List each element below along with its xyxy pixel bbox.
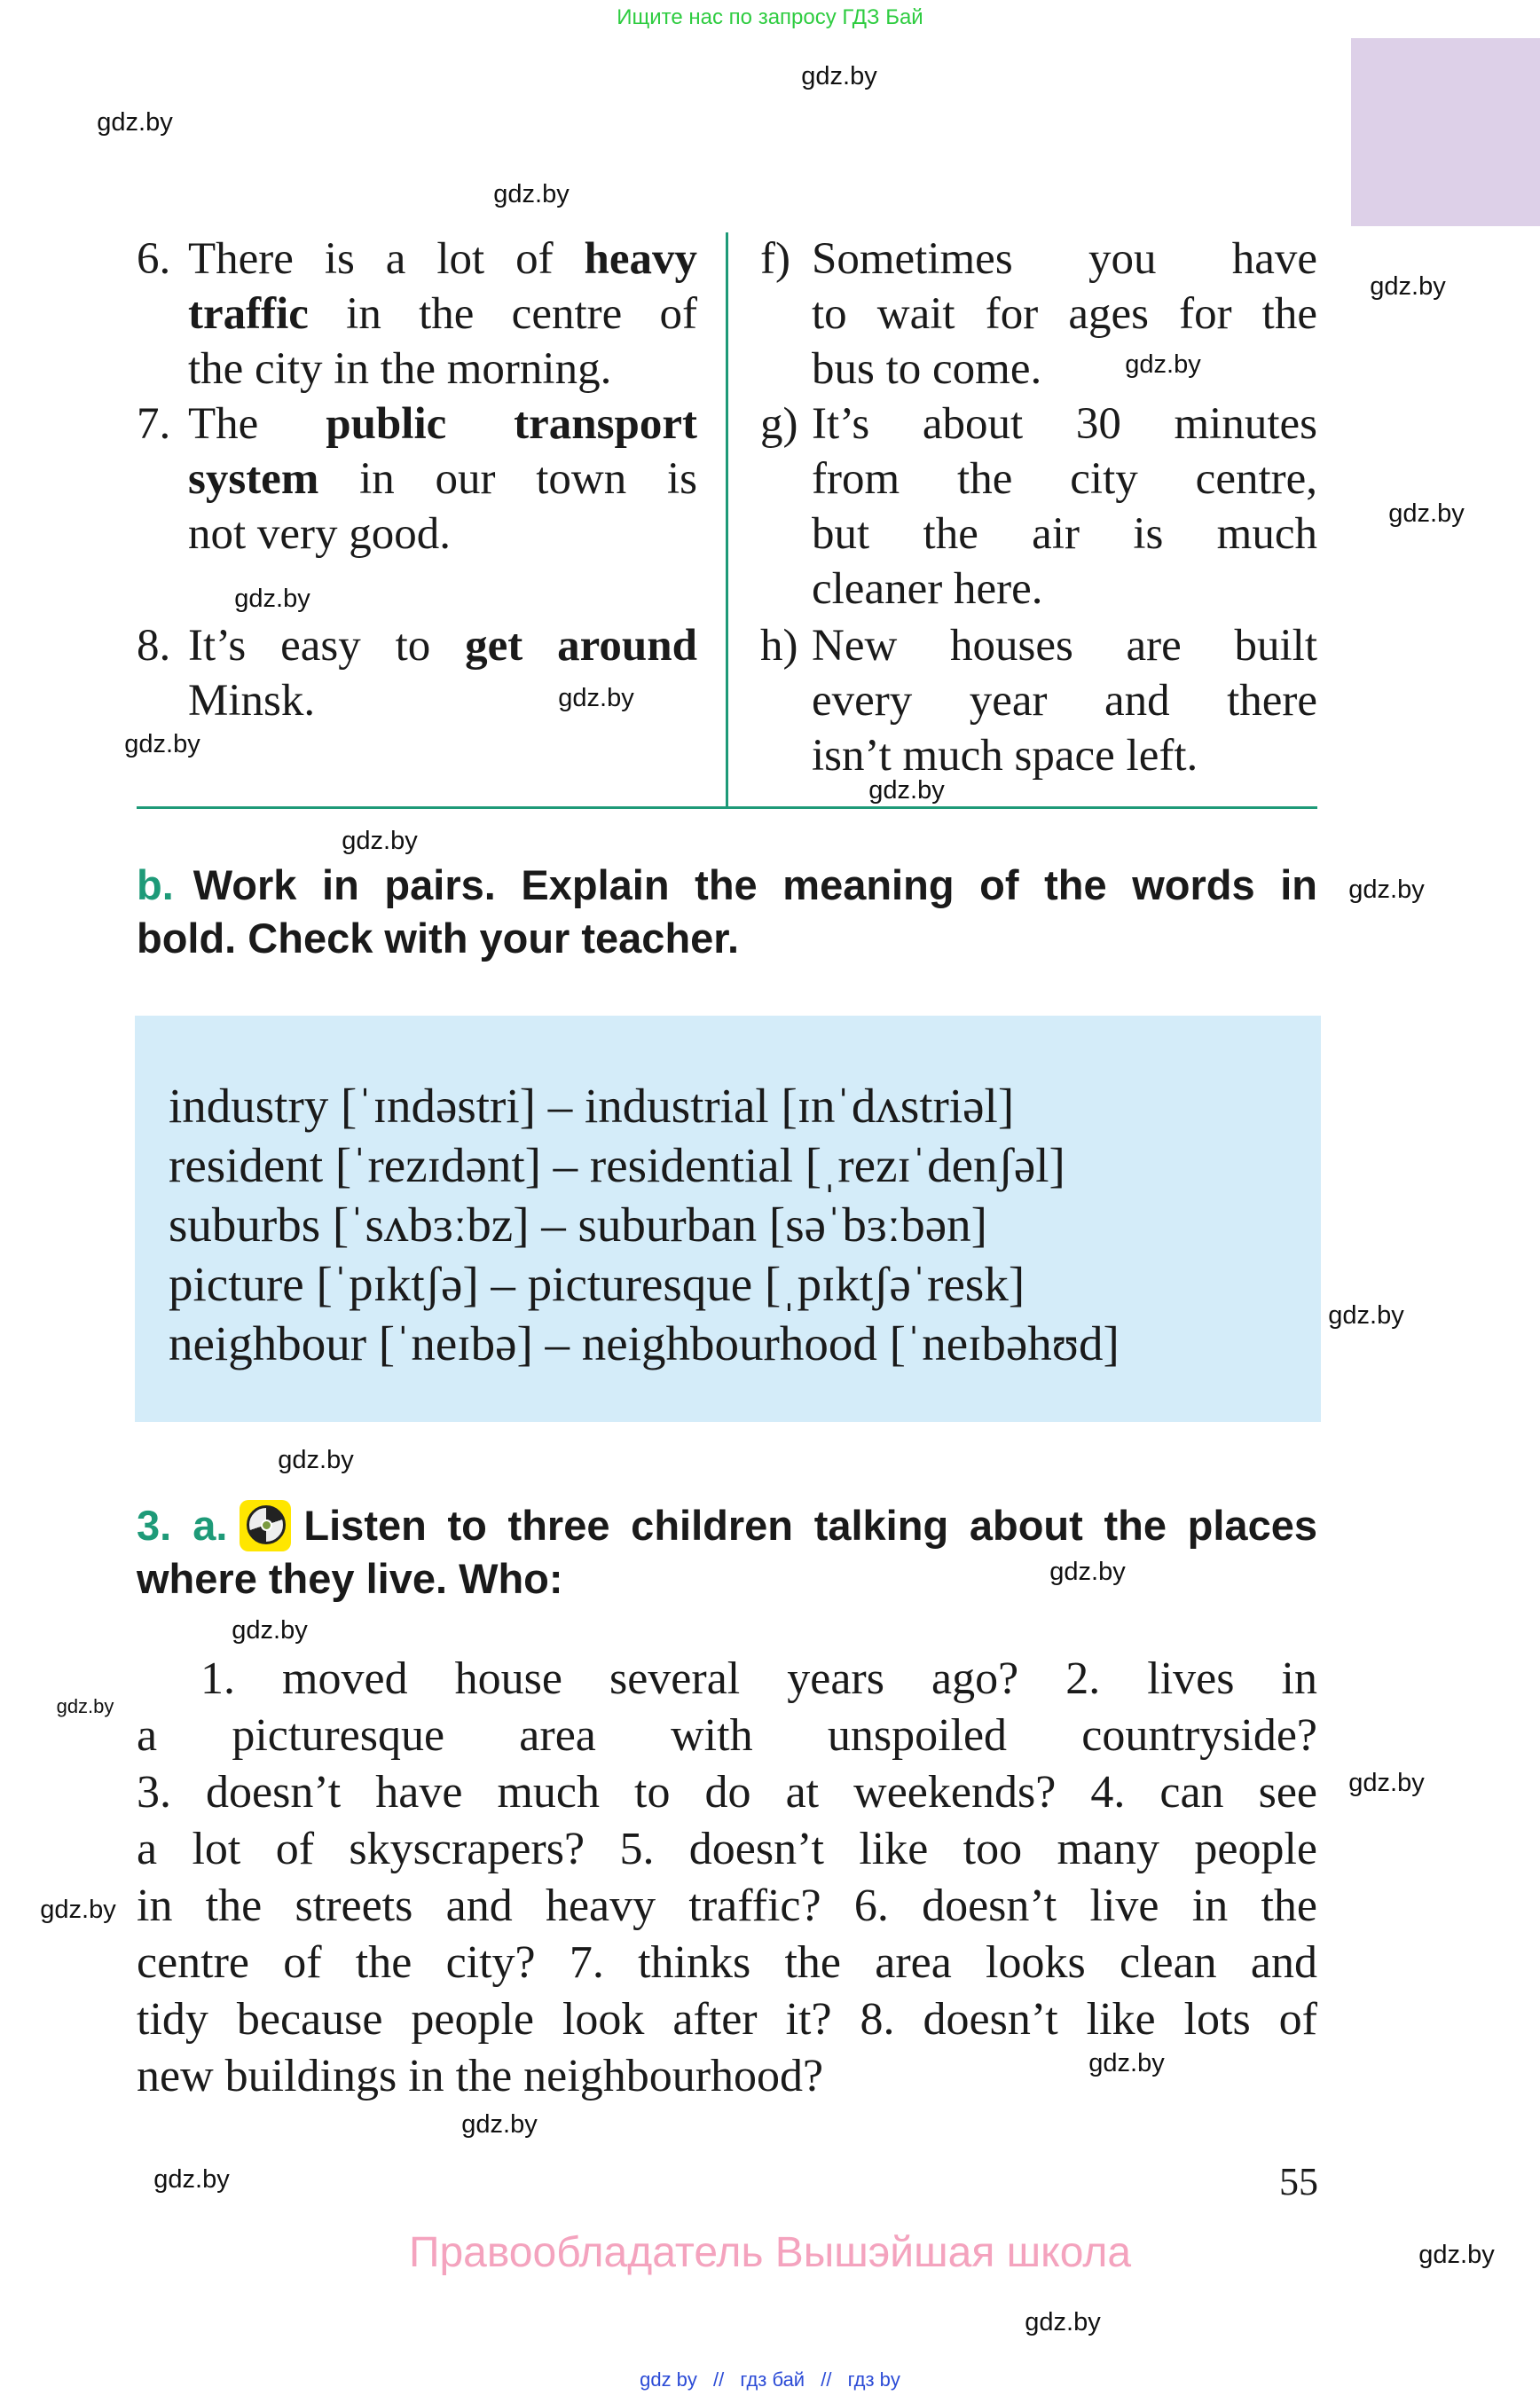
watermark: gdz.by [1088, 2049, 1165, 2077]
page-number: 55 [1279, 2160, 1318, 2203]
item-line [188, 287, 697, 342]
item-number: f) [760, 234, 790, 284]
item-text: It’s easy to [188, 621, 466, 671]
item-text: but the air is much [812, 509, 1317, 559]
vocabulary-entry: industry [ˈɪndəstri] – industrial [ɪnˈdʌstriəl] [169, 1079, 1015, 1133]
item-text: There is a lot of [188, 234, 585, 284]
questions-line: 1. moved house several years ago? 2. lives in [200, 1653, 1317, 1704]
watermark: gdz.by [97, 108, 173, 137]
vocabulary-entry: neighbour [ˈneɪbə] – neighbourhood [ˈneɪbəhʊd] [169, 1316, 1120, 1370]
watermark: gdz.by [153, 2165, 230, 2194]
watermark: gdz.by [1348, 876, 1425, 904]
bold-term: traffic [188, 289, 309, 339]
footer-link[interactable]: гдз by [847, 2368, 900, 2391]
questions-line: tidy because people look after it? 8. doesn’t like lots of [137, 1994, 1317, 2045]
watermark: gdz.by [232, 1616, 308, 1645]
item-text: every year and there [812, 676, 1317, 726]
watermark: gdz.by [342, 827, 418, 855]
task-b-line1: Work in pairs. Explain the meaning of the words in [192, 861, 1317, 908]
item-line [188, 232, 697, 287]
item-line [812, 561, 1317, 616]
item-number: g) [760, 399, 798, 449]
item-line [188, 618, 697, 673]
footer-link[interactable]: gdz by [640, 2368, 697, 2391]
vocabulary-entry: suburbs [ˈsʌbɜːbz] – suburban [səˈbɜːbən] [169, 1198, 987, 1252]
questions-line: a lot of skyscrapers? 5. doesn’t like too many people [137, 1824, 1317, 1874]
bold-term: system [188, 454, 319, 504]
item-line [188, 452, 697, 507]
bold-term: public transport [326, 399, 697, 449]
item-text: to wait for ages for the [812, 289, 1317, 339]
item-number: 7. [137, 399, 171, 449]
bold-term: heavy [584, 234, 697, 284]
task-3a-instruction [137, 1499, 1317, 1606]
item-text: Minsk. [188, 676, 316, 726]
task-b-line2: bold. Check with your teacher. [137, 915, 740, 962]
footer-separator: // [713, 2368, 725, 2391]
watermark: gdz.by [461, 2110, 538, 2139]
item-text: isn’t much space left. [812, 731, 1198, 781]
questions-line: 3. doesn’t have much to do at weekends? 4. can see [137, 1767, 1317, 1818]
footer-links [0, 2368, 1540, 2391]
item-text: in the centre of [308, 289, 697, 339]
footer-separator: // [821, 2368, 832, 2391]
section-divider [137, 806, 1317, 809]
item-text: not very good. [188, 509, 452, 559]
top-banner[interactable]: Ищите нас по запросу ГДЗ Бай [617, 5, 923, 29]
watermark: gdz.by [1370, 272, 1446, 301]
watermark: gdz.by [868, 776, 945, 805]
item-line [812, 287, 1317, 342]
watermark: gdz.by [801, 62, 877, 90]
item-line [812, 452, 1317, 507]
vocabulary-entry: picture [ˈpɪktʃə] – picturesque [ˌpɪktʃəˈresk] [169, 1257, 1025, 1311]
item-number: 8. [137, 621, 171, 671]
watermark: gdz.by [1025, 2308, 1101, 2336]
item-text: bus to come. [812, 344, 1042, 394]
watermark: gdz.by [124, 730, 200, 758]
item-text: cleaner here. [812, 564, 1043, 614]
watermark: gdz.by [56, 1695, 114, 1717]
item-line [812, 728, 1317, 783]
questions-line: in the streets and heavy traffic? 6. doesn’t live in the [137, 1881, 1317, 1931]
footer-link[interactable]: гдз бай [740, 2368, 805, 2391]
questions-line: centre of the city? 7. thinks the area looks clean and [137, 1937, 1317, 1988]
item-line [188, 342, 697, 397]
task-3a-line2: where they live. Who: [137, 1555, 563, 1602]
item-text: from the city centre, [812, 454, 1317, 504]
task-number: 3. [137, 1502, 172, 1549]
task-b-label: b. [137, 861, 174, 908]
watermark: gdz.by [1049, 1558, 1126, 1586]
bold-term: get around [465, 621, 697, 671]
task-label: a. [192, 1502, 228, 1549]
item-text: in our town is [318, 454, 697, 504]
item-line [812, 397, 1317, 452]
vocabulary-box [135, 1016, 1321, 1422]
watermark: gdz.by [558, 684, 634, 712]
vocabulary-entry: resident [ˈrezɪdənt] – residential [ˌrezɪˈdenʃəl] [169, 1138, 1065, 1192]
decorative-corner-block [1351, 38, 1540, 226]
watermark: gdz.by [1125, 350, 1201, 379]
task-3a-line1: Listen to three children talking about the places [303, 1502, 1317, 1549]
item-text: The [188, 399, 326, 449]
audio-cd-icon[interactable] [240, 1500, 291, 1551]
watermark: gdz.by [493, 180, 570, 208]
item-text: the city in the morning. [188, 344, 612, 394]
watermark: gdz.by [278, 1446, 354, 1474]
watermark: gdz.by [40, 1896, 116, 1924]
item-number: 6. [137, 234, 171, 284]
item-line [812, 673, 1317, 728]
item-number: h) [760, 621, 798, 671]
item-line [812, 618, 1317, 673]
questions-line: a picturesque area with unspoiled countryside? [137, 1710, 1317, 1761]
task-b-instruction [137, 859, 1317, 965]
item-text: It’s about 30 minutes [812, 399, 1317, 449]
item-line [812, 507, 1317, 561]
column-divider [726, 232, 728, 807]
item-line [188, 397, 697, 452]
watermark: gdz.by [1328, 1301, 1404, 1330]
item-text: New houses are built [812, 621, 1317, 671]
item-line [812, 232, 1317, 287]
item-line [812, 342, 1317, 397]
copyright-holder: Правообладатель Вышэйшая школа [408, 2229, 1132, 2276]
watermark: gdz.by [1388, 499, 1465, 528]
questions-line: new buildings in the neighbourhood? [137, 2051, 824, 2101]
watermark: gdz.by [1418, 2241, 1495, 2269]
item-text: Sometimes you have [812, 234, 1317, 284]
questions-paragraph [137, 1651, 1317, 2105]
watermark: gdz.by [1348, 1769, 1425, 1797]
watermark: gdz.by [234, 585, 310, 613]
item-line [188, 507, 697, 561]
